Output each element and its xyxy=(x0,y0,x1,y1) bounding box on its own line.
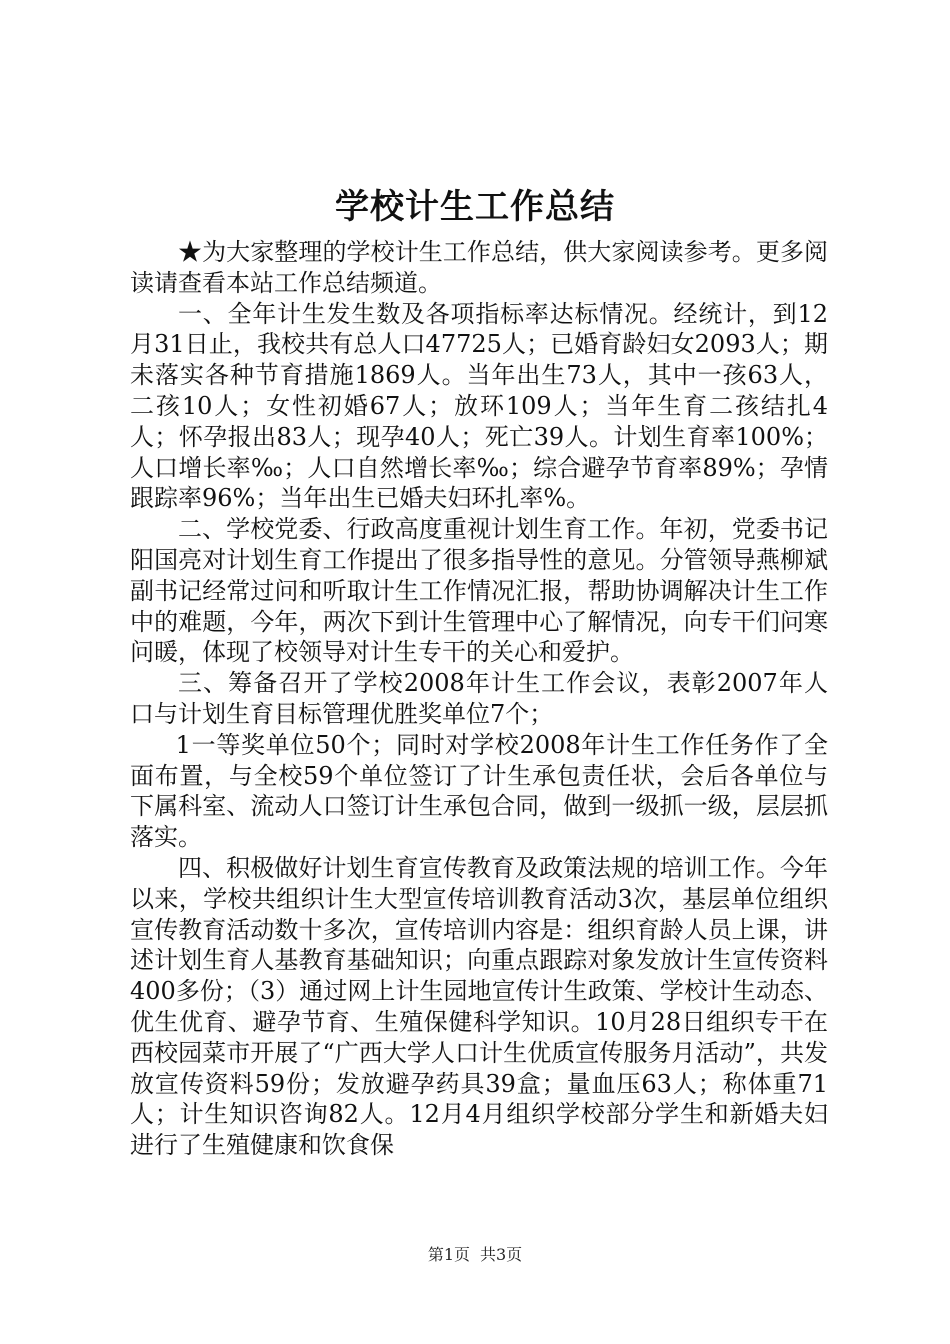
paragraph-section-2: 二、学校党委、行政高度重视计划生育工作。年初，党委书记阳国亮对计划生育工作提出了很多指导性的意见。分管领导燕柳斌副书记经常过问和听取计生工作情况汇报，帮助协调解决计生工作中的难题，今年，两次下到计生管理中心了解情况，向专干们问寒问暖，体现了校领导对计生专干的关心和爱护。 xyxy=(130,515,828,667)
paragraph-section-4: 四、积极做好计划生育宣传教育及政策法规的培训工作。今年以来，学校共组织计生大型宣传培训教育活动3次，基层单位组织宣传教育活动数十多次，宣传培训内容是：组织育龄人员上课，讲述计划生育人基教育基础知识；向重点跟踪对象发放计生宣传资料400多份；（3）通过网上计生园地宣传计生政策、学校计生动态、优生优育、避孕节育、生殖保健科学知识。10月28日组织专干在西校园菜市开展了“广西大学人口计生优质宣传服务月活动”，共发放宣传资料59份；发放避孕药具39盒；量血压63人；称体重71人；计生知识咨询82人。12月4月组织学校部分学生和新婚夫妇进行了生殖健康和饮食保 xyxy=(130,853,828,1160)
page-total: 共3页 xyxy=(480,1245,523,1264)
paragraph-intro: ★为大家整理的学校计生工作总结，供大家阅读参考。更多阅读请查看本站工作总结频道。 xyxy=(130,238,828,297)
page-footer xyxy=(0,1245,950,1265)
paragraph-section-3: 三、筹备召开了学校2008年计生工作会议，表彰2007年人口与计划生育目标管理优胜奖单位7个； xyxy=(130,669,828,728)
document-body xyxy=(130,237,828,1161)
paragraph-section-3-continued: 1一等奖单位50个；同时对学校2008年计生工作任务作了全面布置，与全校59个单位签订了计生承包责任状，会后各单位与下属科室、流动人口签订计生承包合同，做到一级抓一级，层层抓落实。 xyxy=(130,730,828,852)
paragraph-section-1: 一、全年计生发生数及各项指标率达标情况。经统计，到12月31日止，我校共有总人口47725人；已婚育龄妇女2093人；期未落实各种节育措施1869人。当年出生73人，其中一孩63人，二孩10人；女性初婚67人；放环109人；当年生育二孩结扎4人；怀孕报出83人；现孕40人；死亡39人。计划生育率100%；人口增长率‰；人口自然增长率‰；综合避孕节育率89%；孕情跟踪率96%；当年出生已婚夫妇环扎率%。 xyxy=(130,299,828,513)
page-number: 第1页 xyxy=(427,1245,470,1264)
document-title: 学校计生工作总结 xyxy=(335,187,615,227)
